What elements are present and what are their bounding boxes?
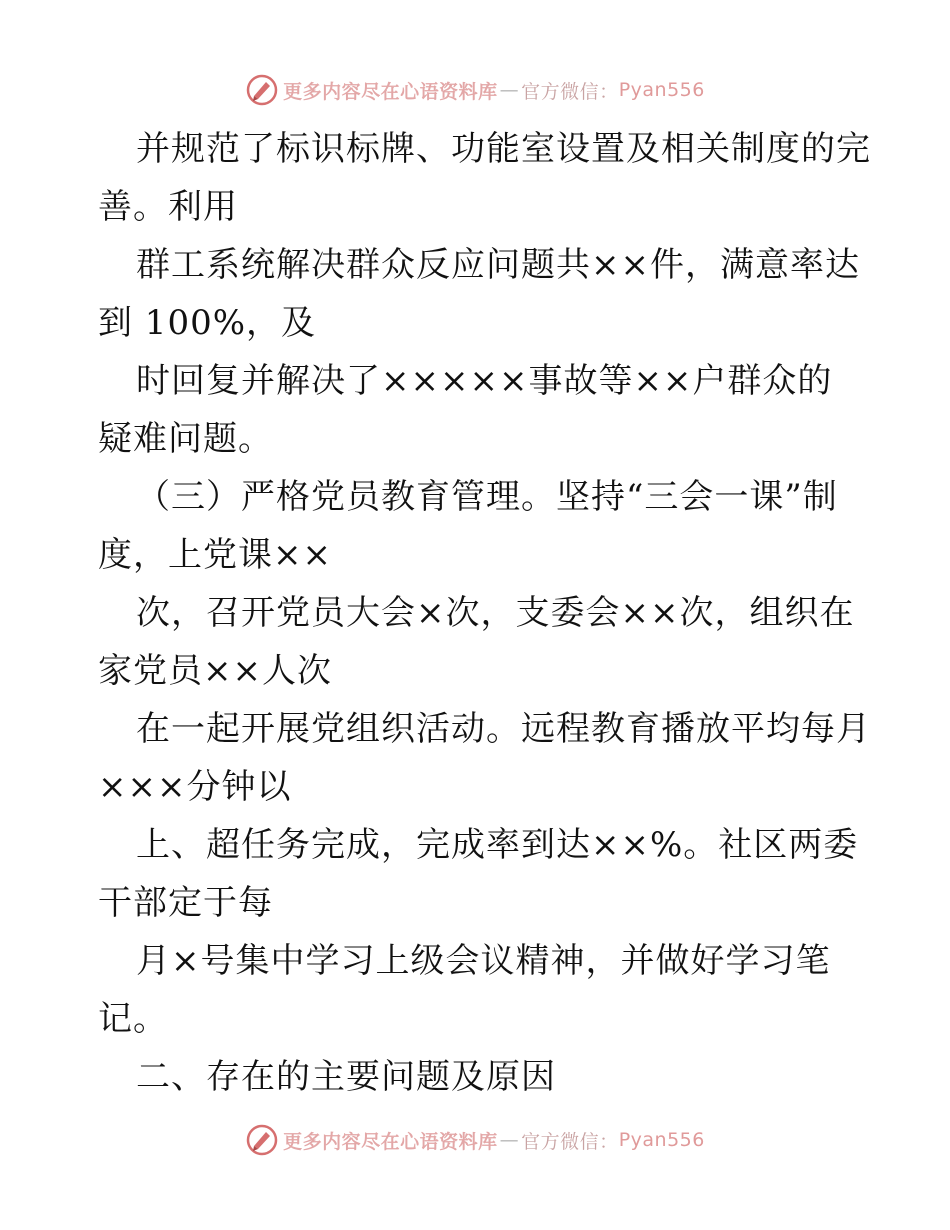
document-body (98, 120, 871, 1106)
text-line: 月×号集中学习上级会议精神，并做好学习笔 (136, 941, 831, 981)
watermark-separator: — (499, 1129, 520, 1151)
watermark-wechat-id: Pyan556 (618, 79, 705, 101)
text-line: 群工系统解决群众反应问题共××件，满意率达 (136, 245, 860, 285)
watermark-wechat-label: 官方微信： (521, 1130, 619, 1153)
footer-watermark (0, 1120, 950, 1160)
section-heading-line: 二、存在的主要问题及原因 (136, 1057, 556, 1097)
text-line: ×××分钟以 (98, 767, 292, 807)
header-watermark (0, 70, 950, 110)
watermark-wechat-id: Pyan556 (618, 1129, 705, 1151)
text-line: 记。 (98, 999, 168, 1039)
watermark-wechat-label: 官方微信： (521, 80, 619, 103)
text-line: 干部定于每 (98, 883, 273, 923)
text-line: 在一起开展党组织活动。远程教育播放平均每月 (136, 709, 871, 749)
watermark-brand: 更多内容尽在心语资料库 (283, 80, 498, 103)
text-line: 次，召开党员大会×次，支委会××次，组织在 (136, 593, 855, 633)
pen-logo-icon (245, 1123, 279, 1157)
text-line: 到 100%，及 (98, 303, 317, 343)
text-line: 时回复并解决了×××××事故等××户群众的 (136, 361, 833, 401)
pen-logo-icon (245, 73, 279, 107)
text-line: 上、超任务完成，完成率到达××%。社区两委 (136, 825, 859, 865)
watermark-separator: — (499, 79, 520, 101)
section-heading-line: （三）严格党员教育管理。坚持“三会一课”制 (136, 477, 838, 517)
watermark-brand: 更多内容尽在心语资料库 (283, 1130, 498, 1153)
text-line: 家党员××人次 (98, 651, 332, 691)
text-line: 疑难问题。 (98, 419, 273, 459)
text-line: 善。利用 (98, 187, 238, 227)
text-line: 度，上党课×× (98, 535, 332, 575)
text-line: 并规范了标识标牌、功能室设置及相关制度的完 (136, 129, 871, 169)
